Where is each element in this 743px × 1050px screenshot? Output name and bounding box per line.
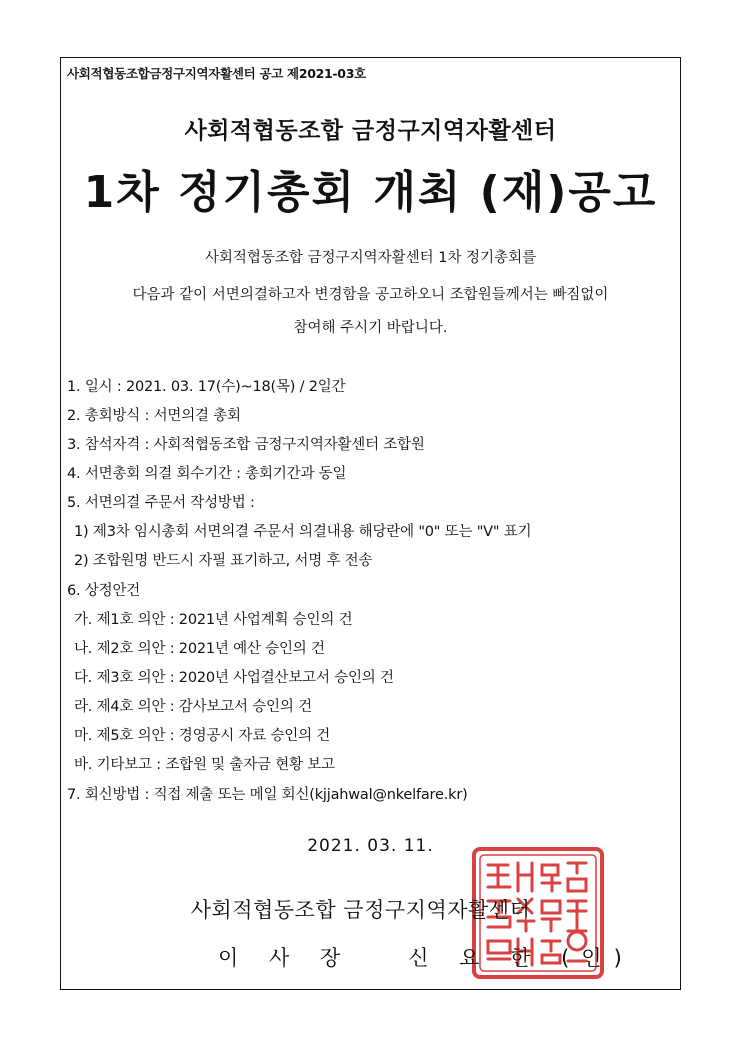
agenda-item: 마. 제5호 의안 : 경영공시 자료 승인의 건 <box>74 728 331 744</box>
item-method: 2. 총회방식 : 서면의결 총회 <box>67 408 241 424</box>
intro-line: 참여해 주시기 바랍니다. <box>293 320 448 336</box>
agenda-item: 바. 기타보고 : 조합원 및 출자금 현황 보고 <box>74 757 335 773</box>
notice-date: 2021. 03. 11. <box>307 836 434 856</box>
agenda-item: 다. 제3호 의안 : 2020년 사업결산보고서 승인의 건 <box>74 670 394 686</box>
agenda-item: 나. 제2호 의안 : 2021년 예산 승인의 건 <box>74 641 325 657</box>
item-agenda: 6. 상정안건 <box>67 583 141 599</box>
organization-title: 사회적협동조합 금정구지역자활센터 <box>184 118 557 144</box>
notice-number: 사회적협동조합금정구지역자활센터 공고 제2021-03호 <box>67 66 366 81</box>
item-writing-method: 5. 서면의결 주문서 작성방법 : <box>67 495 255 511</box>
item-reply-method: 7. 회신방법 : 직접 제출 또는 메일 회신(kjjahwal@nkelfare.kr) <box>67 787 468 803</box>
item-collection-period: 4. 서면총회 의결 회수기간 : 총회기간과 동일 <box>67 466 347 482</box>
item-date: 1. 일시 : 2021. 03. 17(수)~18(목) / 2일간 <box>67 379 346 395</box>
item-sub: 2) 조합원명 반드시 자필 표기하고, 서명 후 전송 <box>74 553 373 569</box>
agenda-item: 가. 제1호 의안 : 2021년 사업계획 승인의 건 <box>74 612 353 628</box>
signature-chairman: 이 사 장 신 요 한 (인) <box>218 946 634 970</box>
signature-organization: 사회적협동조합 금정구지역자활센터 <box>190 898 531 922</box>
intro-line: 사회적협동조합 금정구지역자활센터 1차 정기총회를 <box>204 250 537 266</box>
main-title: 1차 정기총회 개최 (재)공고 <box>83 167 658 218</box>
item-eligibility: 3. 참석자격 : 사회적협동조합 금정구지역자활센터 조합원 <box>67 437 425 453</box>
item-sub: 1) 제3차 임시총회 서면의결 주문서 의결내용 해당란에 "0" 또는 "V" 표기 <box>74 524 532 540</box>
agenda-item: 라. 제4호 의안 : 감사보고서 승인의 건 <box>74 699 312 715</box>
intro-line: 다음과 같이 서면의결하고자 변경함을 공고하오니 조합원들께서는 빠짐없이 <box>132 287 609 303</box>
